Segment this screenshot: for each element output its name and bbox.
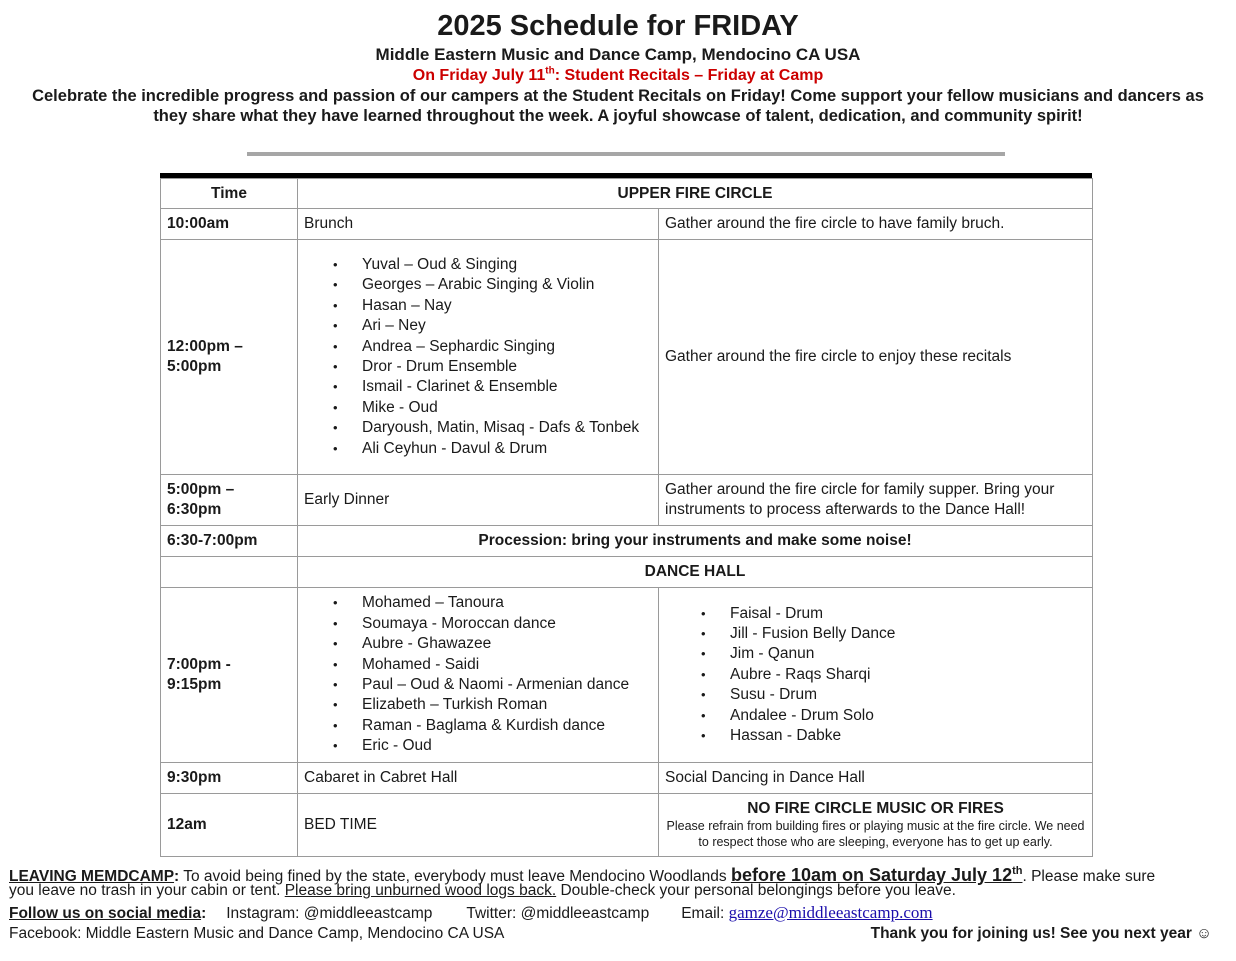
time-start: 7:00pm - (167, 656, 231, 673)
time-cell (161, 475, 298, 526)
table-row-cabaret (161, 763, 1093, 794)
leaving-after-deadline: . Please make sure (1022, 868, 1156, 885)
dance-performer-list-right (665, 604, 1086, 747)
leaving-deadline-text: before 10am on Saturday July 12 (730, 865, 1013, 885)
schedule-grid (160, 178, 1093, 857)
upper-fire-circle-header: UPPER FIRE CIRCLE (298, 179, 1093, 209)
recital-performer-item: • Mike - Oud (362, 398, 652, 418)
note-cell: Gather around the fire circle for family supper. Bring your instruments to process afterwards to the Dance Hall! (659, 475, 1093, 526)
dance-performer-item: • Mohamed - Saidi (362, 655, 652, 675)
dance-performer-list-left (304, 593, 652, 756)
dance-performer-item: • Paul – Oud & Naomi - Armenian dance (362, 675, 652, 695)
dance-performer-item: • Andalee - Drum Solo (730, 706, 1086, 726)
thank-you-note: Thank you for joining us! See you next year ☺ (870, 925, 1212, 942)
procession-cell: Procession: bring your instruments and make some noise! (298, 526, 1093, 557)
note-cell: Social Dancing in Dance Hall (659, 763, 1093, 794)
time-column-header: Time (161, 179, 298, 209)
recital-performer-item: • Hasan – Nay (362, 296, 652, 316)
instagram-handle: Instagram: @middleeastcamp (226, 905, 433, 922)
table-row-dinner (161, 475, 1093, 526)
facebook-line: Facebook: Middle Eastern Music and Dance Camp, Mendocino CA USA (9, 925, 505, 942)
recital-performer-item: • Georges – Arabic Singing & Violin (362, 275, 652, 295)
table-row-brunch (161, 209, 1093, 240)
time-cell (161, 240, 298, 475)
belongings-text: Double-check your personal belongings before you leave. (556, 882, 956, 899)
recital-performer-item: • Andrea – Sephardic Singing (362, 337, 652, 357)
dance-performer-item: • Jim - Qanun (730, 644, 1086, 664)
leaving-label: LEAVING MEMDCAMP (9, 868, 175, 885)
performers-cell (298, 240, 659, 475)
dance-performer-item: • Faisal - Drum (730, 604, 1086, 624)
note-cell: Gather around the fire circle to enjoy these recitals (659, 240, 1093, 475)
recital-performer-item: • Daryoush, Matin, Misaq - Dafs & Tonbek (362, 418, 652, 438)
recital-performer-list (304, 255, 652, 459)
dance-left-cell (298, 588, 659, 763)
no-fire-cell (659, 794, 1093, 857)
dance-performer-item: • Jill - Fusion Belly Dance (730, 624, 1086, 644)
trash-text: you leave no trash in your cabin or tent. (9, 882, 285, 899)
time-start: 5:00pm – (167, 481, 235, 498)
leaving-notice-line2 (9, 881, 956, 901)
leaving-text: To avoid being fined by the state, everybody must leave Mendocino Woodlands (179, 868, 731, 885)
twitter-handle: Twitter: @middleeastcamp (466, 905, 650, 922)
table-row-dance-hall-header (161, 557, 1093, 588)
recital-performer-item: • Ari – Ney (362, 316, 652, 336)
dance-performer-item: • Eric - Oud (362, 736, 652, 756)
leaving-colon: : (174, 868, 180, 885)
time-cell: 10:00am (161, 209, 298, 240)
dance-performer-item: • Raman - Baglama & Kurdish dance (362, 716, 652, 736)
time-cell: 12am (161, 794, 298, 857)
time-end: 9:15pm (167, 676, 222, 693)
time-end: 5:00pm (167, 358, 222, 375)
recital-performer-item: • Ali Ceyhun - Davul & Drum (362, 439, 652, 459)
recital-performer-item: • Ismail - Clarinet & Ensemble (362, 377, 652, 397)
divider-line (247, 152, 1005, 156)
time-cell: 9:30pm (161, 763, 298, 794)
table-row-bedtime (161, 794, 1093, 857)
recital-announcement-prefix: On Friday July 11 (412, 67, 546, 84)
dance-hall-header: DANCE HALL (298, 557, 1093, 588)
leaving-deadline-ordinal: th (1012, 865, 1023, 877)
recital-announcement-suffix: : Student Recitals – Friday at Camp (554, 67, 824, 84)
social-media-line (9, 903, 933, 924)
page-subtitle: Middle Eastern Music and Dance Camp, Mendocino CA USA (375, 45, 861, 64)
time-start: 12:00pm – (167, 338, 243, 355)
recital-performer-item: • Dror - Drum Ensemble (362, 357, 652, 377)
email-label: Email: (681, 905, 729, 922)
dance-performer-item: • Hassan - Dabke (730, 726, 1086, 746)
no-fire-body: Please refrain from building fires or playing music at the fire circle. We need to respect those who are sleeping, everyone has to get up early. (666, 819, 1085, 849)
dance-performer-item: • Susu - Drum (730, 685, 1086, 705)
table-row-recitals (161, 240, 1093, 475)
table-header-row (161, 179, 1093, 209)
event-cell: Brunch (298, 209, 659, 240)
recital-announcement-ordinal: th (545, 65, 555, 77)
event-cell: Cabaret in Cabret Hall (298, 763, 659, 794)
email-link[interactable]: gamze@middleeastcamp.com (728, 903, 933, 922)
page-title: 2025 Schedule for FRIDAY (437, 10, 799, 42)
schedule-table (160, 173, 1092, 857)
recital-announcement (0, 67, 1236, 85)
social-label: Follow us on social media (9, 905, 202, 922)
table-row-dance (161, 588, 1093, 763)
empty-time-cell (161, 557, 298, 588)
social-colon: : (201, 905, 207, 922)
table-row-procession (161, 526, 1093, 557)
dance-performer-item: • Mohamed – Tanoura (362, 593, 652, 613)
event-cell: BED TIME (298, 794, 659, 857)
time-cell: 6:30-7:00pm (161, 526, 298, 557)
dance-performer-item: • Aubre - Raqs Sharqi (730, 665, 1086, 685)
no-fire-title: NO FIRE CIRCLE MUSIC OR FIRES (747, 800, 1004, 817)
time-end: 6:30pm (167, 501, 222, 518)
dance-performer-item: • Aubre - Ghawazee (362, 634, 652, 654)
dance-performer-item: • Elizabeth – Turkish Roman (362, 695, 652, 715)
recital-performer-item: • Yuval – Oud & Singing (362, 255, 652, 275)
dance-right-cell (659, 588, 1093, 763)
event-cell: Early Dinner (298, 475, 659, 526)
wood-logs-text: Please bring unburned wood logs back. (284, 882, 557, 899)
dance-performer-item: • Soumaya - Moroccan dance (362, 614, 652, 634)
time-cell (161, 588, 298, 763)
intro-paragraph: Celebrate the incredible progress and passion of our campers at the Student Recitals on Friday! Come support your fellow musicians and dancers as they share what they have learned throughout the week. A joyful showcase of talent, dedication, and community spirit! (32, 87, 1204, 125)
note-cell: Gather around the fire circle to have family bruch. (659, 209, 1093, 240)
